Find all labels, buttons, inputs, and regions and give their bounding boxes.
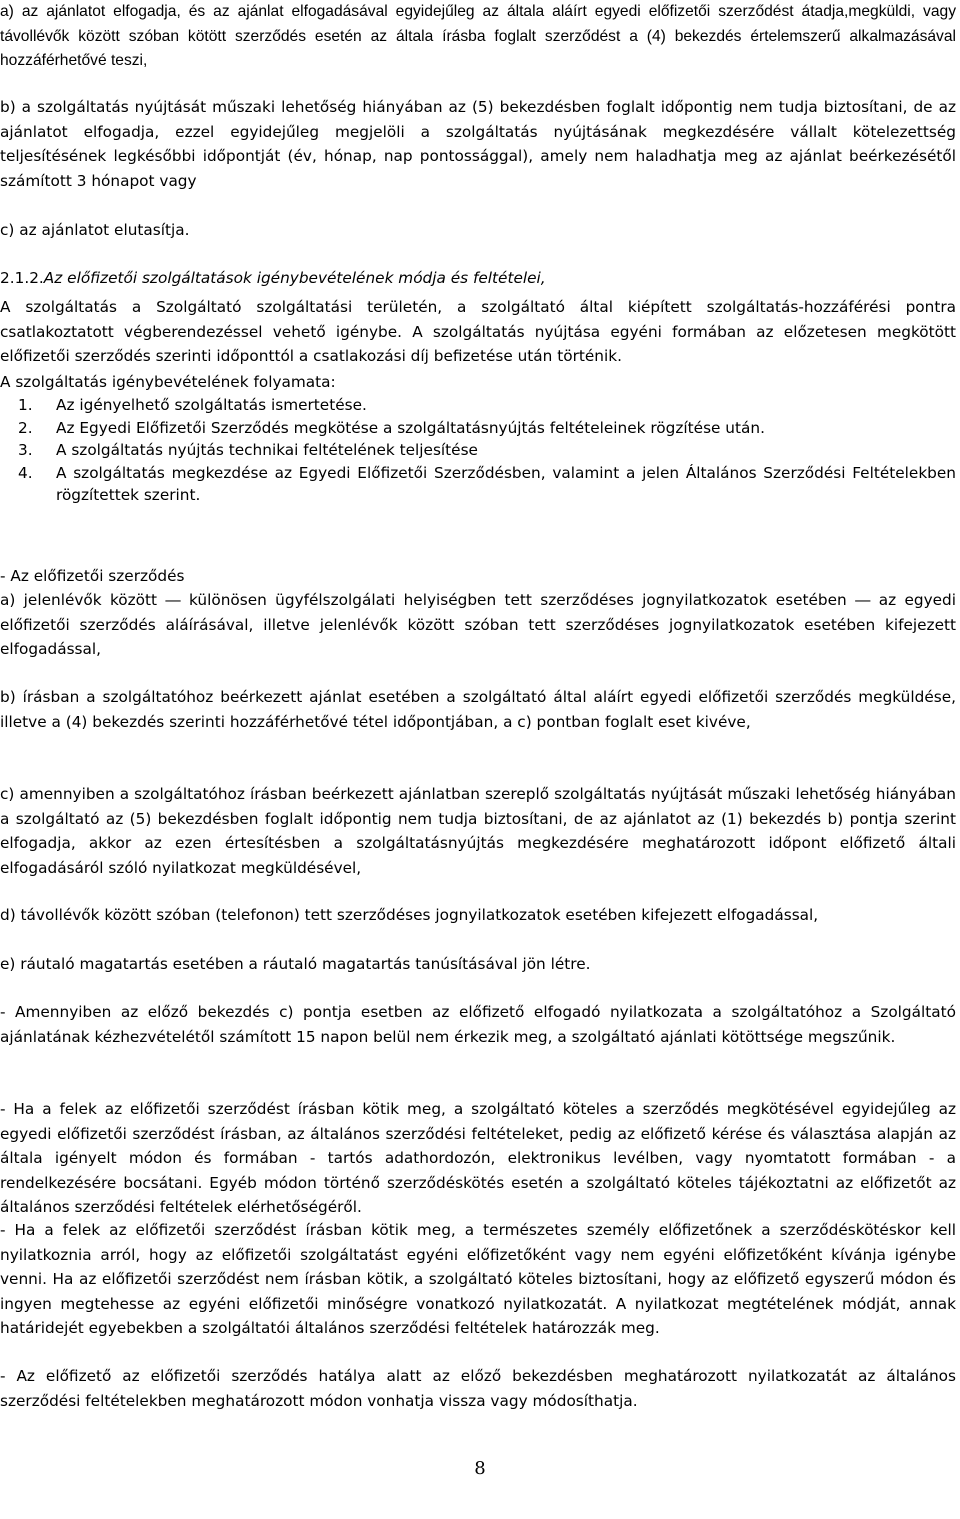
paragraph-offer-15-days: - Amennyiben az előző bekezdés c) pontja esetben az előfizető elfogadó nyilatkozata a szolgáltatóhoz a Szolgáltató ajánlatának kézhezvételétől számított 15 napon belül nem érkezik meg, a szolgáltató ajánlati kötöttsége megszűnik. (0, 1003, 956, 1046)
list-item (0, 439, 956, 462)
section-heading (0, 266, 546, 291)
list-item-text: Az igényelhető szolgáltatás ismertetése. (56, 396, 367, 414)
contract-clause-d: d) távollévők között szóban (telefonon) tett szerződéses jognyilatkozatok esetében kifejezett elfogadással, (0, 906, 819, 924)
process-steps-list (0, 394, 956, 507)
paragraph-c-rejects-offer: c) az ajánlatot elutasítja. (0, 221, 190, 239)
paragraph-b-technical-limitation: b) a szolgáltatás nyújtását műszaki lehetőség hiányában az (5) bekezdésben foglalt időpontig nem tudja biztosítani, de az ajánlatot elfogadja, ezzel egyidejűleg megjelöli a szolgáltatás nyújtásának megkezdésére vállalt kötelezettség teljesítésének legkésőbbi időpontját (év, hónap, nap pontossággal), amely nem haladhatja meg az ajánlat beérkezésétől számított 3 hónapot vagy (0, 98, 956, 190)
list-item-text: Az Egyedi Előfizetői Szerződés megkötése a szolgáltatásnyújtás feltételeinek rögzítése után. (56, 418, 765, 437)
contract-clause-c: c) amennyiben a szolgáltatóhoz írásban beérkezett ajánlatban szereplő szolgáltatás nyújtását műszaki lehetőség hiányában a szolgáltató az (5) bekezdésben foglalt időpontig nem tudja biztosítani, de az ajánlatot az (1) bekezdés b) pontja szerint elfogadja, akkor az ezen értesítésben a szolgáltatásnyújtás megkezdésére meghatározott időpont előfizető általi elfogadásáról szóló nyilatkozat megküldésével, (0, 785, 956, 877)
list-item (0, 462, 956, 507)
paragraph-written-contract: - Ha a felek az előfizetői szerződést írásban kötik meg, a szolgáltató köteles a szerződés megkötésével egyidejűleg az egyedi előfizetői szerződést írásban, az általános szerződési feltételeket, pedig az előfizető kérése és választása alapján az általa igényelt módon és formában - tartós adathordozón, elektronikus levélben, vagy nyomtatott formában - a rendelkezésére bocsátani. Egyéb módon történő szerződéskötés esetén a szolgáltató köteles tájékoztatni az előfizetőt az általános szerződési feltételek elérhetőségéről. (0, 1100, 956, 1216)
section-number: 2.1.2. (0, 269, 44, 287)
process-heading: A szolgáltatás igénybevételének folyamata: (0, 373, 336, 391)
paragraph-withdraw-statement: - Az előfizető az előfizetői szerződés hatálya alatt az előző bekezdésben meghatározott nyilatkozatát az általános szerződési feltételekben meghatározott módon vonhatja vissza vagy módosíthatja. (0, 1367, 956, 1410)
list-item-number: 3. (18, 441, 33, 459)
contract-heading: - Az előfizetői szerződés (0, 567, 185, 585)
paragraph-service-conditions: A szolgáltatás a Szolgáltató szolgáltatási területén, a szolgáltató által kiépített szolgáltatás-hozzáférési pontra csatlakoztatott végberendezéssel vehető igénybe. A szolgáltatás nyújtása egyéni formában az előzetesen megkötött előfizetői szerződés szerinti időponttól a csatlakozási díj befizetése után történik. (0, 298, 956, 365)
contract-clause-a: a) jelenlévők között ― különösen ügyfélszolgálati helyiségben tett szerződéses jognyilatkozatok esetében ― az egyedi előfizetői szerződés aláírásával, illetve jelenlévők között szóban tett szerződéses jognyilatkozatok esetében kifejezett elfogadással, (0, 591, 956, 658)
list-item-number: 1. (18, 396, 33, 414)
list-item-number: 4. (18, 463, 33, 482)
list-item-text: A szolgáltatás nyújtás technikai feltételének teljesítése (56, 441, 478, 459)
list-item-text: A szolgáltatás megkezdése az Egyedi Előfizetői Szerződésben, valamint a jelen Általános Szerződési Feltételekben rögzítettek szerint. (56, 463, 956, 504)
paragraph-natural-person: - Ha a felek az előfizetői szerződést írásban kötik meg, a természetes személy előfizetőnek a szerződéskötéskor kell nyilatkoznia arról, hogy az előfizetői szolgáltatást egyéni előfizetőként vagy nem egyéni előfizetőként kívánja igénybe venni. Ha az előfizetői szerződést nem írásban kötik, a szolgáltató köteles biztosítani, hogy az előfizető egyszerű módon és ingyen megtehesse az egyéni előfizetői minőségre vonatkozó nyilatkozatát. A nyilatkozat megtételének módját, annak határidejét egyebekben a szolgáltatói általános szerződési feltételek határozzák meg. (0, 1221, 956, 1337)
section-title: Az előfizetői szolgáltatások igénybevételének módja és feltételei, (43, 269, 546, 287)
list-item (0, 394, 956, 417)
page-number: 8 (474, 1458, 486, 1479)
paragraph-a-accepts-offer: a) az ajánlatot elfogadja, és az ajánlat elfogadásával egyidejűleg az általa aláírt egyedi előfizetői szerződést átadja,megküldi, vagy távollévők között szóban kötött szerződés esetén az általa írásba foglalt szerződést a (4) bekezdés értelemszerű alkalmazásával hozzáférhetővé teszi, (0, 3, 956, 69)
list-item (0, 417, 956, 440)
contract-clause-b: b) írásban a szolgáltatóhoz beérkezett ajánlat esetében a szolgáltató által aláírt egyedi előfizetői szerződés megküldése, illetve a (4) bekezdés szerinti hozzáférhetővé tétel időpontjában, a c) pontban foglalt eset kivéve, (0, 688, 956, 731)
contract-clause-e: e) ráutaló magatartás esetében a ráutaló magatartás tanúsításával jön létre. (0, 955, 591, 973)
list-item-number: 2. (18, 418, 33, 437)
